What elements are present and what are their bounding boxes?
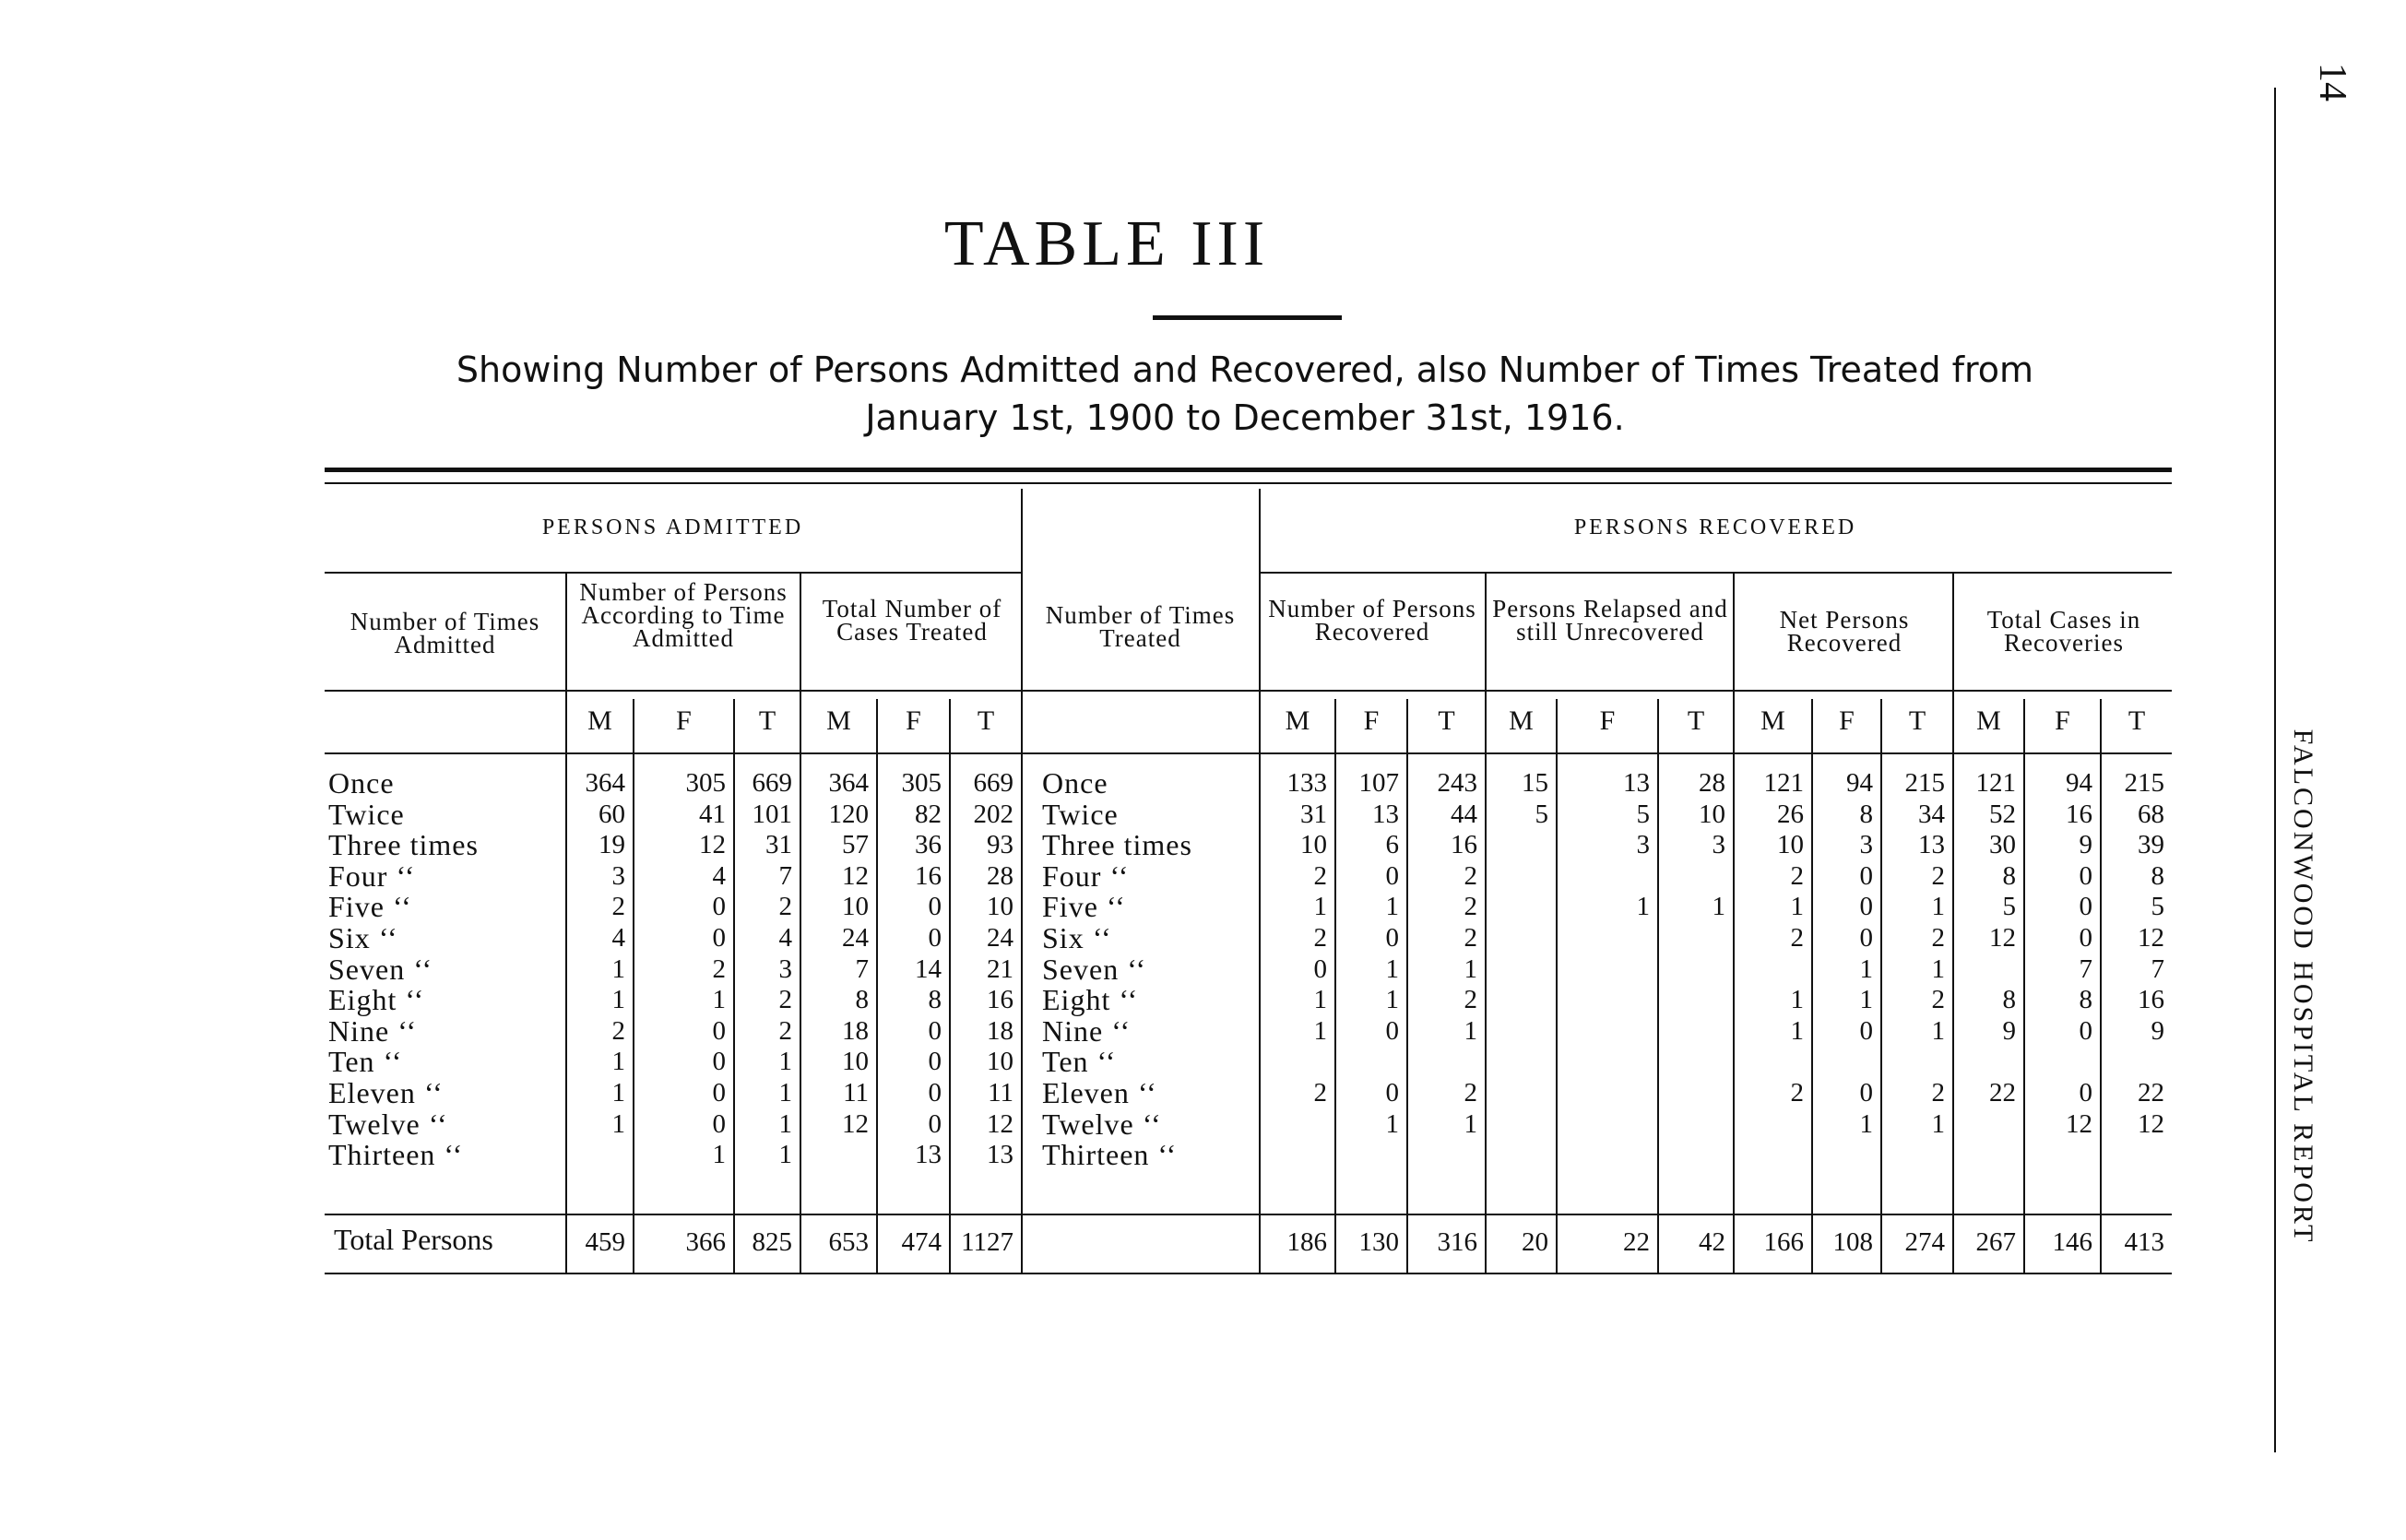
total-cell: 20 [1522,1227,1548,1257]
rule-subheader-bottom [325,690,2172,692]
column-header-m: M [587,705,612,736]
table-cell: 1 [611,954,625,984]
table-cell: 1 [1313,892,1327,922]
table-cell: 1 [1931,892,1945,922]
column-header-t: T [1908,705,1926,736]
table-cell: 5 [1636,799,1650,829]
column-header-t: T [758,705,776,736]
table-cell: 12 [2138,1108,2164,1139]
row-label-treated: Eight ‘‘ [1042,983,1139,1017]
column-header-f: F [676,705,692,736]
header-net-recovered: Net Persons Recovered [1779,606,1910,657]
header-total-cases-recoveries: Total Cases in Recoveries [1986,606,2141,657]
table-cell: 1 [1790,985,1804,1015]
table-cell: 36 [915,830,942,860]
table-cell: 10 [987,892,1013,922]
table-cell: 57 [842,830,869,860]
table-cell: 1 [1859,954,1873,984]
table-cell: 215 [1904,768,1945,798]
table-cell: 2 [1464,860,1477,891]
table-cell: 2 [712,954,726,984]
row-label-treated: Seven ‘‘ [1042,952,1147,986]
table-cell: 0 [1385,860,1399,891]
table-cell: 0 [928,892,942,922]
table-cell: 0 [1859,1078,1873,1108]
row-label-treated: Twelve ‘‘ [1042,1107,1162,1141]
column-header-m: M [826,705,851,736]
header-persons-recovered: PERSONS RECOVERED [1573,515,1857,539]
table-cell: 669 [752,768,792,798]
table-cell: 8 [1859,799,1873,829]
table-cell: 0 [928,1015,942,1046]
column-header-t: T [1687,705,1705,736]
total-cell: 316 [1437,1227,1477,1257]
row-label-admitted: Four ‘‘ [328,859,416,893]
table-cell: 1 [611,1078,625,1108]
table-cell: 1 [778,1047,792,1077]
subtitle-line-1: Showing Number of Persons Admitted and Recovered, also Number of Times Treated from [456,349,2034,390]
table-cell: 0 [712,1015,726,1046]
table-cell: 10 [842,1047,869,1077]
table-cell: 305 [685,768,726,798]
row-label-admitted: Twelve ‘‘ [328,1107,448,1141]
table-cell: 1 [1712,892,1725,922]
header-total-cases-treated: Total Number of Cases Treated [822,595,1002,646]
total-cell: 459 [585,1227,625,1257]
row-label-admitted: Five ‘‘ [328,890,412,924]
table-cell: 6 [1385,830,1399,860]
rule-total-top [325,1214,2172,1215]
table-cell: 7 [855,954,869,984]
table-cell: 16 [987,985,1013,1015]
table-cell: 121 [1763,768,1804,798]
table-cell: 12 [2066,1108,2092,1139]
table-cell: 2 [1313,860,1327,891]
table-cell: 3 [1859,830,1873,860]
table-cell: 16 [915,860,942,891]
page-number: 14 [2311,63,2353,101]
total-cell: 653 [828,1227,869,1257]
table-cell: 2 [1313,923,1327,953]
table-cell: 4 [611,923,625,953]
table-cell: 3 [611,860,625,891]
table-cell: 1 [1636,892,1650,922]
table-cell: 16 [2138,985,2164,1015]
table-cell: 0 [1859,860,1873,891]
total-cell: 166 [1763,1227,1804,1257]
column-header-f: F [1599,705,1616,736]
table-cell: 0 [1859,923,1873,953]
total-cell: 1127 [961,1227,1013,1257]
table-cell: 0 [1385,923,1399,953]
header-relapsed: Persons Relapsed and still Unrecovered [1492,595,1728,646]
row-label-admitted: Eleven ‘‘ [328,1076,444,1109]
table-cell: 22 [1989,1078,2016,1108]
table-cell: 0 [712,892,726,922]
divider-col-group-3 [1485,574,1487,1273]
table-cell: 52 [1989,799,2016,829]
table-cell: 0 [712,1078,726,1108]
table-cell: 12 [842,860,869,891]
side-rule [2274,88,2276,1452]
table-cell: 2 [1931,923,1945,953]
table-cell: 0 [2079,892,2092,922]
table-cell: 120 [828,799,869,829]
total-cell: 146 [2052,1227,2092,1257]
table-cell: 8 [2002,985,2016,1015]
table-cell: 1 [1464,1015,1477,1046]
table-cell: 2 [1464,1078,1477,1108]
table-cell: 364 [828,768,869,798]
table-cell: 82 [915,799,942,829]
total-cell: 413 [2124,1227,2164,1257]
table-cell: 13 [1918,830,1945,860]
table-cell: 13 [1623,768,1650,798]
row-label-treated: Twice [1042,797,1119,831]
row-label-treated: Five ‘‘ [1042,890,1126,924]
row-label-treated: Four ‘‘ [1042,859,1130,893]
total-cell: 186 [1286,1227,1327,1257]
table-cell: 7 [2079,954,2092,984]
table-cell: 1 [1385,954,1399,984]
table-cell: 2 [1464,892,1477,922]
table-cell: 1 [1313,1015,1327,1046]
table-cell: 12 [987,1108,1013,1139]
column-header-m: M [1976,705,2001,736]
column-header-f: F [2055,705,2070,736]
table-cell: 8 [2151,860,2164,891]
table-cell: 1 [1790,892,1804,922]
row-label-treated: Eleven ‘‘ [1042,1076,1157,1109]
row-label-admitted: Ten ‘‘ [328,1045,403,1079]
row-label-admitted: Eight ‘‘ [328,983,425,1017]
table-cell: 0 [2079,1078,2092,1108]
row-label-treated: Once [1042,766,1108,800]
table-cell: 2 [1931,1078,1945,1108]
table-cell: 39 [2138,830,2164,860]
table-cell: 15 [1522,768,1548,798]
table-cell: 1 [1931,1108,1945,1139]
column-header-m: M [1285,705,1310,736]
table-cell: 12 [1989,923,2016,953]
table-cell: 3 [778,954,792,984]
table-cell: 2 [1790,1078,1804,1108]
table-cell: 5 [2002,892,2016,922]
table-cell: 0 [928,1047,942,1077]
table-cell: 8 [928,985,942,1015]
column-header-m: M [1509,705,1534,736]
table-cell: 2 [778,892,792,922]
total-cell: 274 [1904,1227,1945,1257]
table-cell: 93 [987,830,1013,860]
total-cell: 108 [1832,1227,1873,1257]
table-cell: 3 [1712,830,1725,860]
row-label-admitted: Twice [328,797,405,831]
subtitle [0,346,2406,442]
table-cell: 1 [611,1047,625,1077]
table-cell: 2 [611,1015,625,1046]
column-header-t: T [977,705,995,736]
table-cell: 9 [2002,1015,2016,1046]
table-cell: 305 [901,768,942,798]
table-cell: 44 [1451,799,1477,829]
table-cell: 11 [988,1078,1013,1108]
table-cell: 10 [1699,799,1725,829]
total-cell: 267 [1975,1227,2016,1257]
divider-admitted-treated [1021,489,1023,1273]
table-cell: 2 [611,892,625,922]
table-cell: 22 [2138,1078,2164,1108]
table-cell: 4 [712,860,726,891]
table-cell: 0 [2079,923,2092,953]
row-label-admitted: Thirteen ‘‘ [328,1138,464,1172]
table-cell: 31 [1300,799,1327,829]
column-header-t: T [2127,705,2146,736]
table-cell: 60 [599,799,625,829]
table-cell: 2 [1464,985,1477,1015]
rule-table-bottom [325,1273,2172,1274]
table-cell: 21 [987,954,1013,984]
table-cell: 1 [1931,1015,1945,1046]
table-cell: 2 [1931,985,1945,1015]
table-cell: 1 [712,1140,726,1170]
column-header-m: M [1760,705,1785,736]
table-cell: 94 [1846,768,1873,798]
rule-group-bottom-right [1259,572,2172,574]
table-cell: 11 [843,1078,869,1108]
table-cell: 10 [987,1047,1013,1077]
table-cell: 1 [1464,1108,1477,1139]
table-cell: 215 [2124,768,2164,798]
table-cell: 7 [2151,954,2164,984]
row-label-admitted: Six ‘‘ [328,921,398,954]
total-cell: 366 [685,1227,726,1257]
table-cell: 68 [2138,799,2164,829]
table-cell: 0 [928,1108,942,1139]
table-cell: 1 [712,985,726,1015]
table-cell: 5 [1535,799,1548,829]
header-persons-according: Number of Persons According to Time Admitted [579,578,788,652]
table-cell: 1 [1790,1015,1804,1046]
table-cell: 202 [973,799,1013,829]
column-header-t: T [1438,705,1455,736]
title-rule [1153,315,1342,320]
column-header-f: F [1839,705,1855,736]
data-table [325,489,2172,1282]
header-times-treated: Number of Times Treated [1045,601,1236,652]
table-cell: 13 [1372,799,1399,829]
column-header-f: F [1363,705,1380,736]
table-cell: 10 [842,892,869,922]
table-cell: 0 [712,923,726,953]
row-label-treated: Nine ‘‘ [1042,1013,1132,1048]
table-cell: 2 [1790,923,1804,953]
table-cell: 2 [1313,1078,1327,1108]
table-cell: 8 [2002,860,2016,891]
table-cell: 8 [2079,985,2092,1015]
table-cell: 1 [1464,954,1477,984]
total-cell: 130 [1358,1227,1399,1257]
table-cell: 1 [1859,985,1873,1015]
table-cell: 2 [778,985,792,1015]
rule-group-bottom-left [325,572,1021,574]
table-cell: 121 [1975,768,2016,798]
table-cell: 0 [928,923,942,953]
table-cell: 9 [2151,1015,2164,1046]
table-cell: 2 [1464,923,1477,953]
table-cell: 26 [1777,799,1804,829]
total-label: Total Persons [334,1223,493,1256]
running-title: FALCONWOOD HOSPITAL REPORT [2288,729,2318,1245]
table-cell: 0 [1859,892,1873,922]
table-cell: 12 [2138,923,2164,953]
row-label-admitted: Nine ‘‘ [328,1013,418,1048]
row-label-treated: Ten ‘‘ [1042,1045,1117,1079]
table-cell: 24 [842,923,869,953]
total-cell: 474 [901,1227,942,1257]
table-cell: 0 [712,1108,726,1139]
table-cell: 4 [778,923,792,953]
table-cell: 0 [1385,1015,1399,1046]
table-cell: 1 [778,1108,792,1139]
table-cell: 2 [1931,860,1945,891]
header-persons-recovered-count: Number of Persons Recovered [1268,595,1476,646]
table-cell: 13 [915,1140,942,1170]
table-cell: 1 [1385,985,1399,1015]
table-cell: 0 [712,1047,726,1077]
table-cell: 1 [1385,1108,1399,1139]
row-label-treated: Three times [1042,828,1192,862]
table-cell: 31 [765,830,792,860]
table-cell: 2 [1790,860,1804,891]
table-cell: 14 [915,954,942,984]
page-title: TABLE III [943,208,1270,279]
subtitle-line-2: January 1st, 1900 to December 31st, 1916. [865,397,1625,438]
table-cell: 9 [2079,830,2092,860]
table-cell: 34 [1918,799,1945,829]
table-cell: 1 [1385,892,1399,922]
table-cell: 1 [1859,1108,1873,1139]
table-cell: 13 [987,1140,1013,1170]
total-cell: 825 [752,1227,792,1257]
table-cell: 5 [2151,892,2164,922]
row-label-admitted: Three times [328,828,479,862]
table-cell: 0 [1859,1015,1873,1046]
row-label-treated: Six ‘‘ [1042,921,1112,954]
table-cell: 669 [973,768,1013,798]
total-cell: 42 [1699,1227,1725,1257]
table-cell: 8 [855,985,869,1015]
table-cell: 1 [1931,954,1945,984]
table-cell: 16 [1451,830,1477,860]
table-cell: 0 [2079,1015,2092,1046]
table-cell: 10 [1777,830,1804,860]
table-cell: 1 [1313,985,1327,1015]
table-cell: 94 [2066,768,2092,798]
table-cell: 16 [2066,799,2092,829]
table-cell: 28 [1699,768,1725,798]
total-cell: 22 [1623,1227,1650,1257]
table-cell: 1 [611,985,625,1015]
table-cell: 0 [928,1078,942,1108]
table-cell: 0 [2079,860,2092,891]
table-cell: 133 [1286,768,1327,798]
table-cell: 243 [1437,768,1477,798]
table-cell: 1 [611,1108,625,1139]
table-cell: 1 [778,1140,792,1170]
table-cell: 7 [778,860,792,891]
table-cell: 12 [842,1108,869,1139]
table-cell: 0 [1313,954,1327,984]
table-cell: 19 [599,830,625,860]
header-times-admitted: Number of Times Admitted [350,608,540,658]
table-cell: 41 [699,799,726,829]
table-top-double-rule [325,468,2172,484]
row-label-treated: Thirteen ‘‘ [1042,1138,1178,1172]
table-cell: 24 [987,923,1013,953]
table-cell: 101 [752,799,792,829]
column-header-f: F [906,705,921,736]
table-cell: 0 [1385,1078,1399,1108]
table-cell: 1 [778,1078,792,1108]
table-cell: 18 [987,1015,1013,1046]
table-cell: 3 [1636,830,1650,860]
header-persons-admitted: PERSONS ADMITTED [541,515,804,539]
rule-mft-bottom [325,752,2172,754]
table-cell: 18 [842,1015,869,1046]
table-cell: 12 [699,830,726,860]
table-cell: 364 [585,768,625,798]
table-cell: 10 [1300,830,1327,860]
table-cell: 28 [987,860,1013,891]
table-cell: 2 [778,1015,792,1046]
row-label-admitted: Once [328,766,395,800]
table-cell: 107 [1358,768,1399,798]
table-cell: 30 [1989,830,2016,860]
row-label-admitted: Seven ‘‘ [328,952,433,986]
